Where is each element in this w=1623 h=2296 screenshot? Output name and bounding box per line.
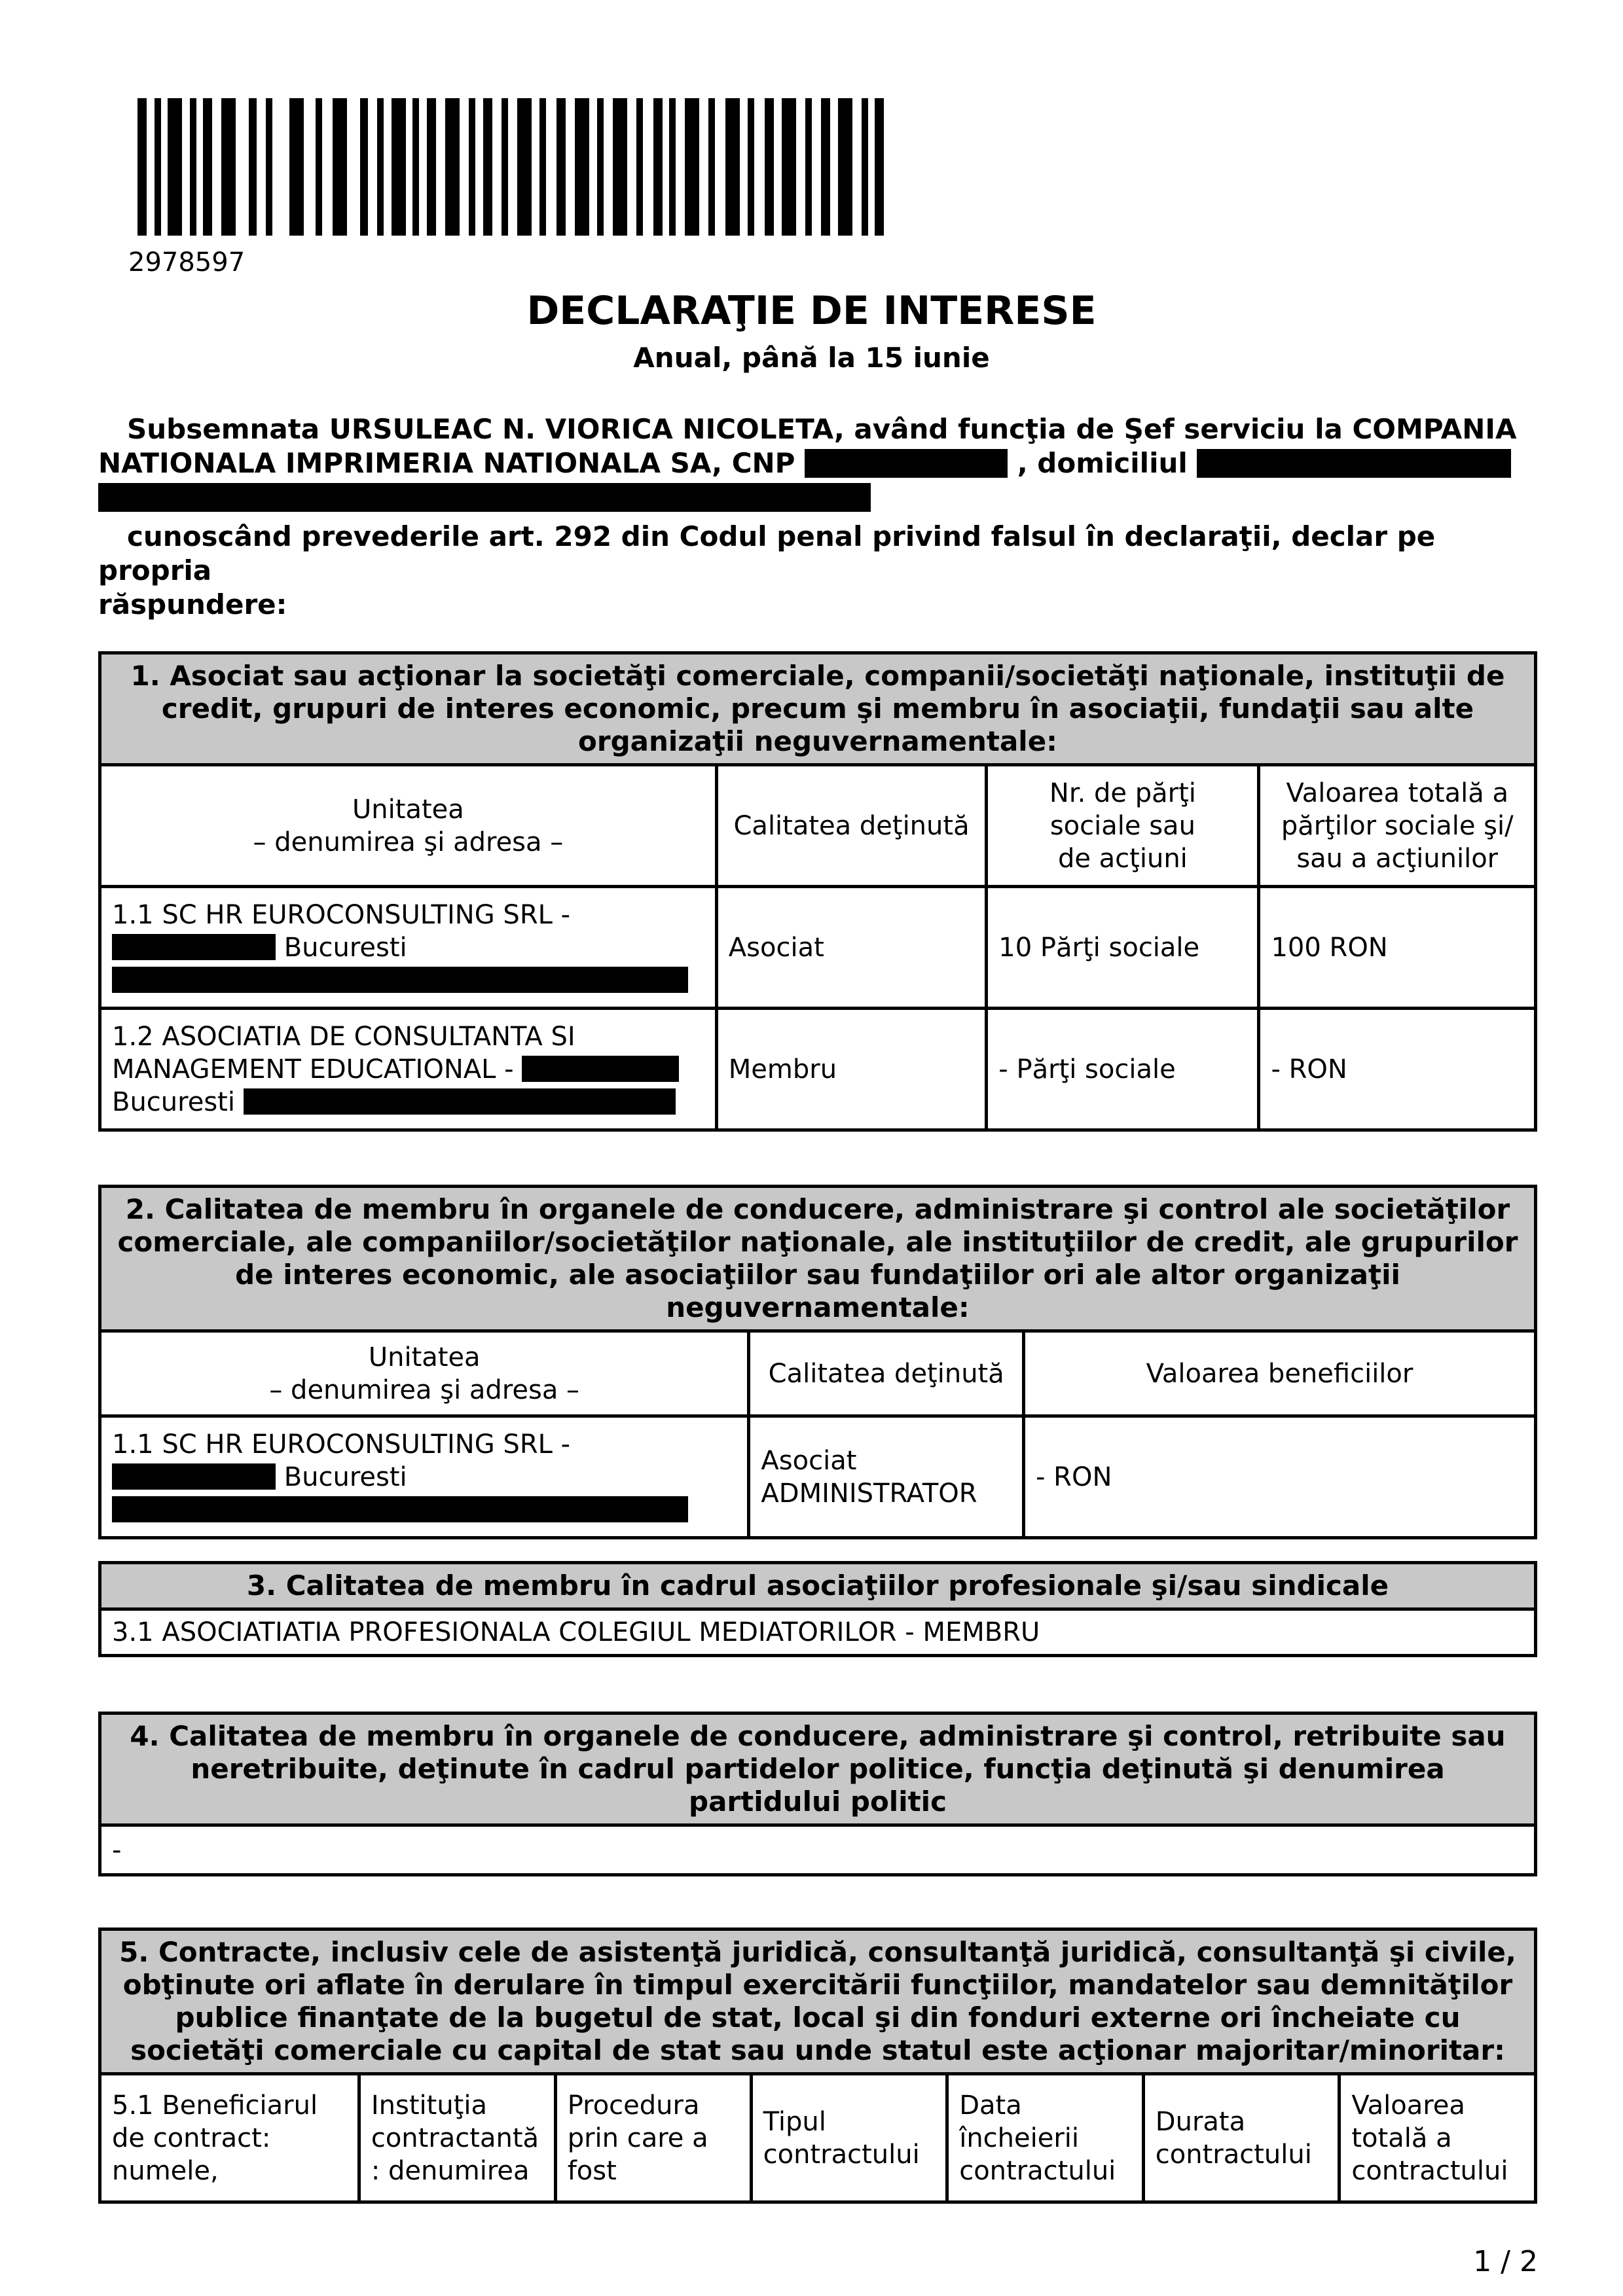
redacted-block <box>112 967 688 993</box>
section-4-heading: 4. Calitatea de membru în organele de conducere, administrare şi control, retribuite sau neretribuite, deţinute în cadrul partidelor politice, funcţia deţinută şi denumirea partidului politic <box>100 1713 1536 1825</box>
row-2-unit-line2: MANAGEMENT EDUCATIONAL - <box>112 1054 514 1085</box>
s5-col-duration: Durata contractului <box>1143 2074 1340 2202</box>
intro-line-redacted <box>98 480 1525 514</box>
document-number: 2978597 <box>128 247 246 278</box>
row-1-unit-line1: 1.1 SC HR EUROCONSULTING SRL - <box>112 899 571 930</box>
table-row <box>100 887 1536 1009</box>
col-value-line2: părţilor sociale şi/ <box>1281 810 1514 841</box>
section-2-table <box>98 1185 1537 1539</box>
section-3-table <box>98 1561 1537 1657</box>
table-row <box>100 1009 1536 1130</box>
redacted-block <box>522 1056 679 1082</box>
col-unit-line1: Unitatea <box>352 794 464 825</box>
document-subtitle: Anual, până la 15 iunie <box>633 342 990 374</box>
redacted-block <box>112 1463 276 1490</box>
intro-line-2-text: NATIONALA IMPRIMERIA NATIONALA SA, CNP <box>98 447 795 479</box>
s2-row-unit-city: Bucuresti <box>283 1462 407 1492</box>
s2-row-role <box>749 1416 1024 1538</box>
page-number: 1 / 2 <box>1473 2245 1538 2278</box>
row-2-unit <box>100 1009 717 1130</box>
row-2-unit-line1: 1.2 ASOCIATIA DE CONSULTANTA SI <box>112 1021 575 1052</box>
intro-line-2 <box>98 446 1525 480</box>
intro-paragraph <box>98 412 1525 622</box>
col-value-line3: sau a acţiunilor <box>1296 843 1499 874</box>
intro-line-3: cunoscând prevederile art. 292 din Codul penal privind falsul în declaraţii, declar pe propria <box>98 520 1436 586</box>
section-1-col-value <box>1259 765 1536 887</box>
section-2-col-unit <box>100 1331 749 1416</box>
intro-line-1: Subsemnata URSULEAC N. VIORICA NICOLETA, având funcţia de Şef serviciu la COMPANIA <box>127 413 1517 445</box>
section-3-heading: 3. Calitatea de membru în cadrul asociaţiilor profesionale şi/sau sindicale <box>100 1563 1536 1609</box>
redacted-address <box>98 483 871 512</box>
row-1-unit <box>100 887 717 1009</box>
section-1-col-role: Calitatea deţinută <box>716 765 987 887</box>
redacted-block <box>112 1496 688 1522</box>
section-1-col-shares <box>987 765 1259 887</box>
section-1-heading: 1. Asociat sau acţionar la societăţi comerciale, companii/societăţi naţionale, instituţii de credit, grupuri de interes economic, precum şi membru în asociaţii, fundaţii sau alte organizaţii neguvernamentale: <box>100 653 1536 765</box>
s5-col-value: Valoarea totală a contractului <box>1340 2074 1536 2202</box>
section-1-table <box>98 651 1537 1132</box>
s5-col-procedure: Procedura prin care a fost <box>555 2074 751 2202</box>
s5-col-institution: Instituţia contractantă : denumirea <box>359 2074 555 2202</box>
s2-row-unit-line1: 1.1 SC HR EUROCONSULTING SRL - <box>112 1429 571 1460</box>
row-1-value: 100 RON <box>1259 887 1536 1009</box>
col-unit-line2: – denumirea şi adresa – <box>253 827 564 857</box>
s2-row-unit <box>100 1416 749 1538</box>
s5-col-type: Tipul contractului <box>751 2074 947 2202</box>
col-unit-line2: – denumirea şi adresa – <box>269 1374 580 1405</box>
col-shares-line2: sociale sau <box>1049 810 1195 841</box>
s5-col-beneficiary: 5.1 Beneficiarul de contract: numele, <box>100 2074 359 2202</box>
redacted-block <box>112 934 276 960</box>
row-1-unit-city: Bucuresti <box>283 932 407 963</box>
section-4-table <box>98 1712 1537 1876</box>
section-2-heading: 2. Calitatea de membru în organele de conducere, administrare şi control ale societăţilor comerciale, ale companiilor/societăţilor naţionale, ale instituţiilor de credit, ale grupurilor de interes economic, ale asociaţiilor sau fundaţiilor ori ale altor organizaţii neguvernamentale: <box>100 1187 1536 1331</box>
intro-line-4: răspundere: <box>98 588 287 620</box>
s5-col-date: Data încheierii contractului <box>947 2074 1144 2202</box>
row-2-shares: - Părţi sociale <box>987 1009 1259 1130</box>
section-4-row: - <box>100 1825 1536 1875</box>
s2-row-role-line1: Asociat <box>761 1445 857 1476</box>
s2-row-value: - RON <box>1024 1416 1536 1538</box>
section-2-col-role: Calitatea deţinută <box>749 1331 1024 1416</box>
row-2-role: Membru <box>716 1009 987 1130</box>
redacted-domicile <box>1197 449 1511 478</box>
redacted-cnp <box>805 449 1008 478</box>
section-2-col-benefits: Valoarea beneficiilor <box>1024 1331 1536 1416</box>
col-shares-line3: de acţiuni <box>1057 843 1188 874</box>
s2-row-role-line2: ADMINISTRATOR <box>761 1478 977 1509</box>
redacted-block <box>244 1088 676 1115</box>
intro-line-2-domicile: , domiciliul <box>1017 447 1188 479</box>
document-title: DECLARAŢIE DE INTERESE <box>526 288 1097 334</box>
row-1-role: Asociat <box>716 887 987 1009</box>
section-5-table <box>98 1928 1537 2204</box>
row-2-unit-city: Bucuresti <box>112 1086 235 1117</box>
row-1-shares: 10 Părţi sociale <box>987 887 1259 1009</box>
row-2-value: - RON <box>1259 1009 1536 1130</box>
barcode-image <box>137 98 884 236</box>
section-1-col-unit <box>100 765 717 887</box>
section-3-row: 3.1 ASOCIATIATIA PROFESIONALA COLEGIUL MEDIATORILOR - MEMBRU <box>100 1609 1536 1656</box>
section-5-heading: 5. Contracte, inclusiv cele de asistenţă juridică, consultanţă juridică, consultanţă şi civile, obţinute ori aflate în derulare în timpul exercitării funcţiilor, mandatelor sau demnităţilor publice finanţate de la bugetul de stat, local şi din fonduri externe ori încheiate cu societăţi comerciale cu capital de stat sau unde statul este acţionar majoritar/minoritar: <box>100 1929 1536 2074</box>
col-shares-line1: Nr. de părţi <box>1049 778 1196 808</box>
table-row <box>100 1416 1536 1538</box>
col-value-line1: Valoarea totală a <box>1286 778 1508 808</box>
col-unit-line1: Unitatea <box>368 1342 481 1372</box>
